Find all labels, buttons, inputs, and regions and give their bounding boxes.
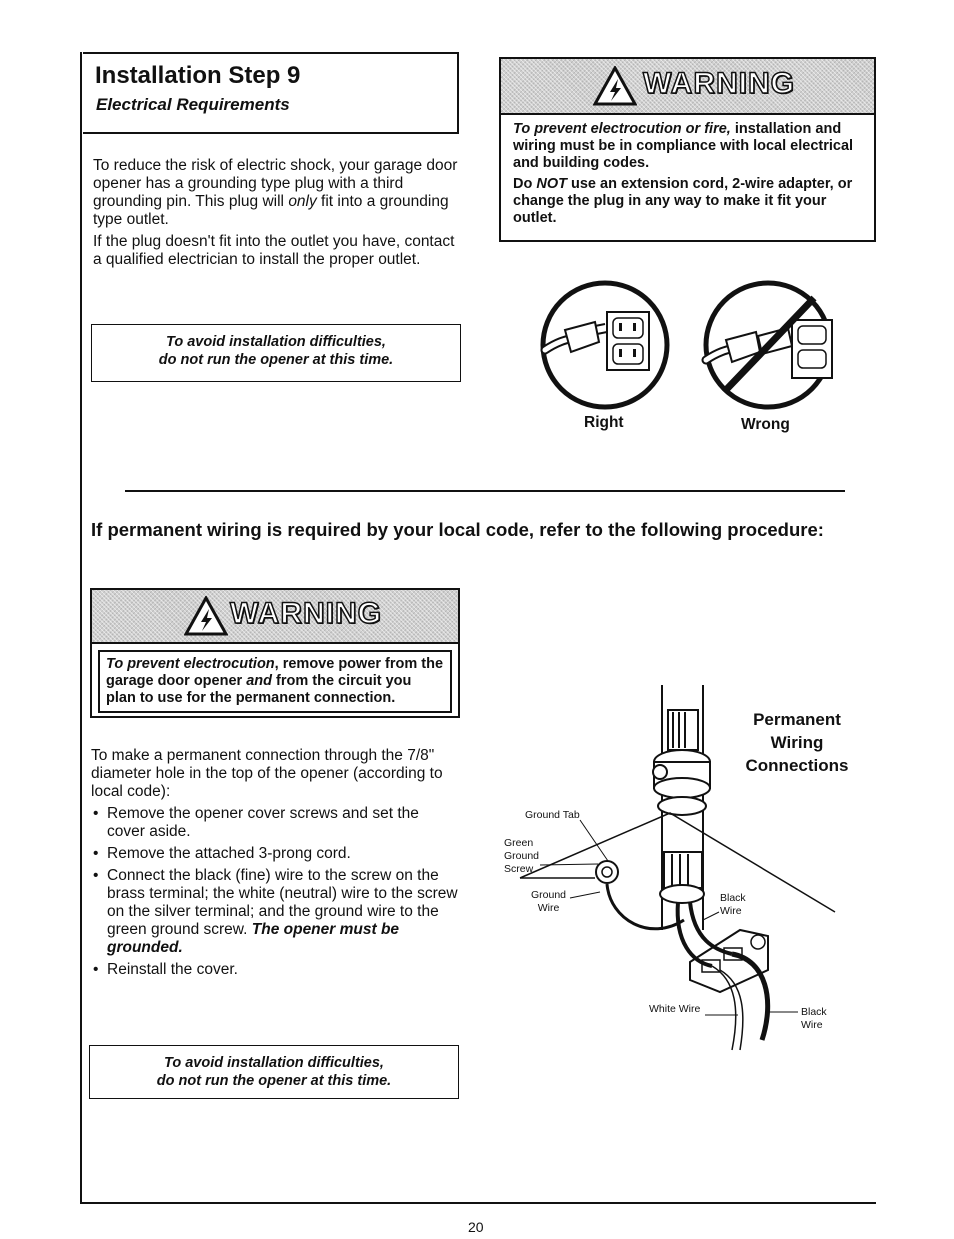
warning-text: To prevent electrocution, remove power from the garage door opener and from the circuit you plan to use for the permanent connection. [98,650,452,713]
intro-paragraph-2: If the plug doesn't fit into the outlet you have, contact a qualified electrician to install the proper outlet. [93,233,455,268]
list-item: • Remove the opener cover screws and set the cover aside. [91,805,461,841]
intro-text [93,157,465,273]
black-wire-label-lower: Black Wire [801,1006,827,1031]
warning-banner [92,590,458,644]
list-item: • Reinstall the cover. [91,961,461,979]
warning-label: WARNING [643,67,795,100]
page-subtitle: Electrical Requirements [96,95,290,114]
step-title-box [83,52,459,134]
bottom-border-rule [80,1202,876,1204]
warning-box-middle [90,588,460,718]
plug-wrong-caption: Wrong [741,416,790,433]
warning-label: WARNING [230,597,382,630]
intro-paragraph-1: To reduce the risk of electric shock, your garage door opener has a grounding type plug with a third grounding pin. This plug will only fit into a grounding type outlet. [93,157,458,228]
procedure-text [91,747,461,983]
procedure-intro: To make a permanent connection through the 7/8" diameter hole in the top of the opener (according to local code): [91,747,443,800]
procedure-list [91,805,461,979]
list-item: • Connect the black (fine) wire to the screw on the brass terminal; the white (neutral) wire to the screw on the silver terminal; and the ground wire to the green ground screw. The opener must be grounded. [91,867,461,957]
section-heading: If permanent wiring is required by your local code, refer to the following procedure: [91,519,824,540]
green-ground-screw-label: Green Ground Screw [504,837,540,875]
page-title: Installation Step 9 [95,62,301,89]
plug-wrong-illustration [700,280,840,410]
list-item: • Remove the attached 3-prong cord. [91,845,461,863]
left-border-rule [80,52,82,1204]
warning-box-top [499,57,876,242]
hazard-triangle-icon [184,596,228,636]
plug-right-illustration [537,280,677,410]
white-wire-label: White Wire [649,1003,701,1015]
warning-text: To prevent electrocution or fire, installation and wiring must be in compliance with local electrical and building codes. Do NOT use an extension cord, 2-wire adapter, or change the plug in any way to make it fit your outlet. [513,121,854,226]
ground-wire-label: Ground Wire [531,889,567,914]
plug-right-caption: Right [584,414,624,431]
diagram-title: Permanent Wiring Connections [745,710,849,775]
page-number: 20 [468,1219,484,1235]
warning-banner [501,59,874,115]
black-wire-label-upper: Black Wire [720,892,746,917]
section-divider [125,490,845,492]
hazard-triangle-icon [593,66,637,106]
install-note-top: To avoid installation difficulties, do not run the opener at this time. [91,324,461,382]
install-note-bottom: To avoid installation difficulties, do not run the opener at this time. [89,1045,459,1099]
ground-tab-label: Ground Tab [525,809,580,821]
